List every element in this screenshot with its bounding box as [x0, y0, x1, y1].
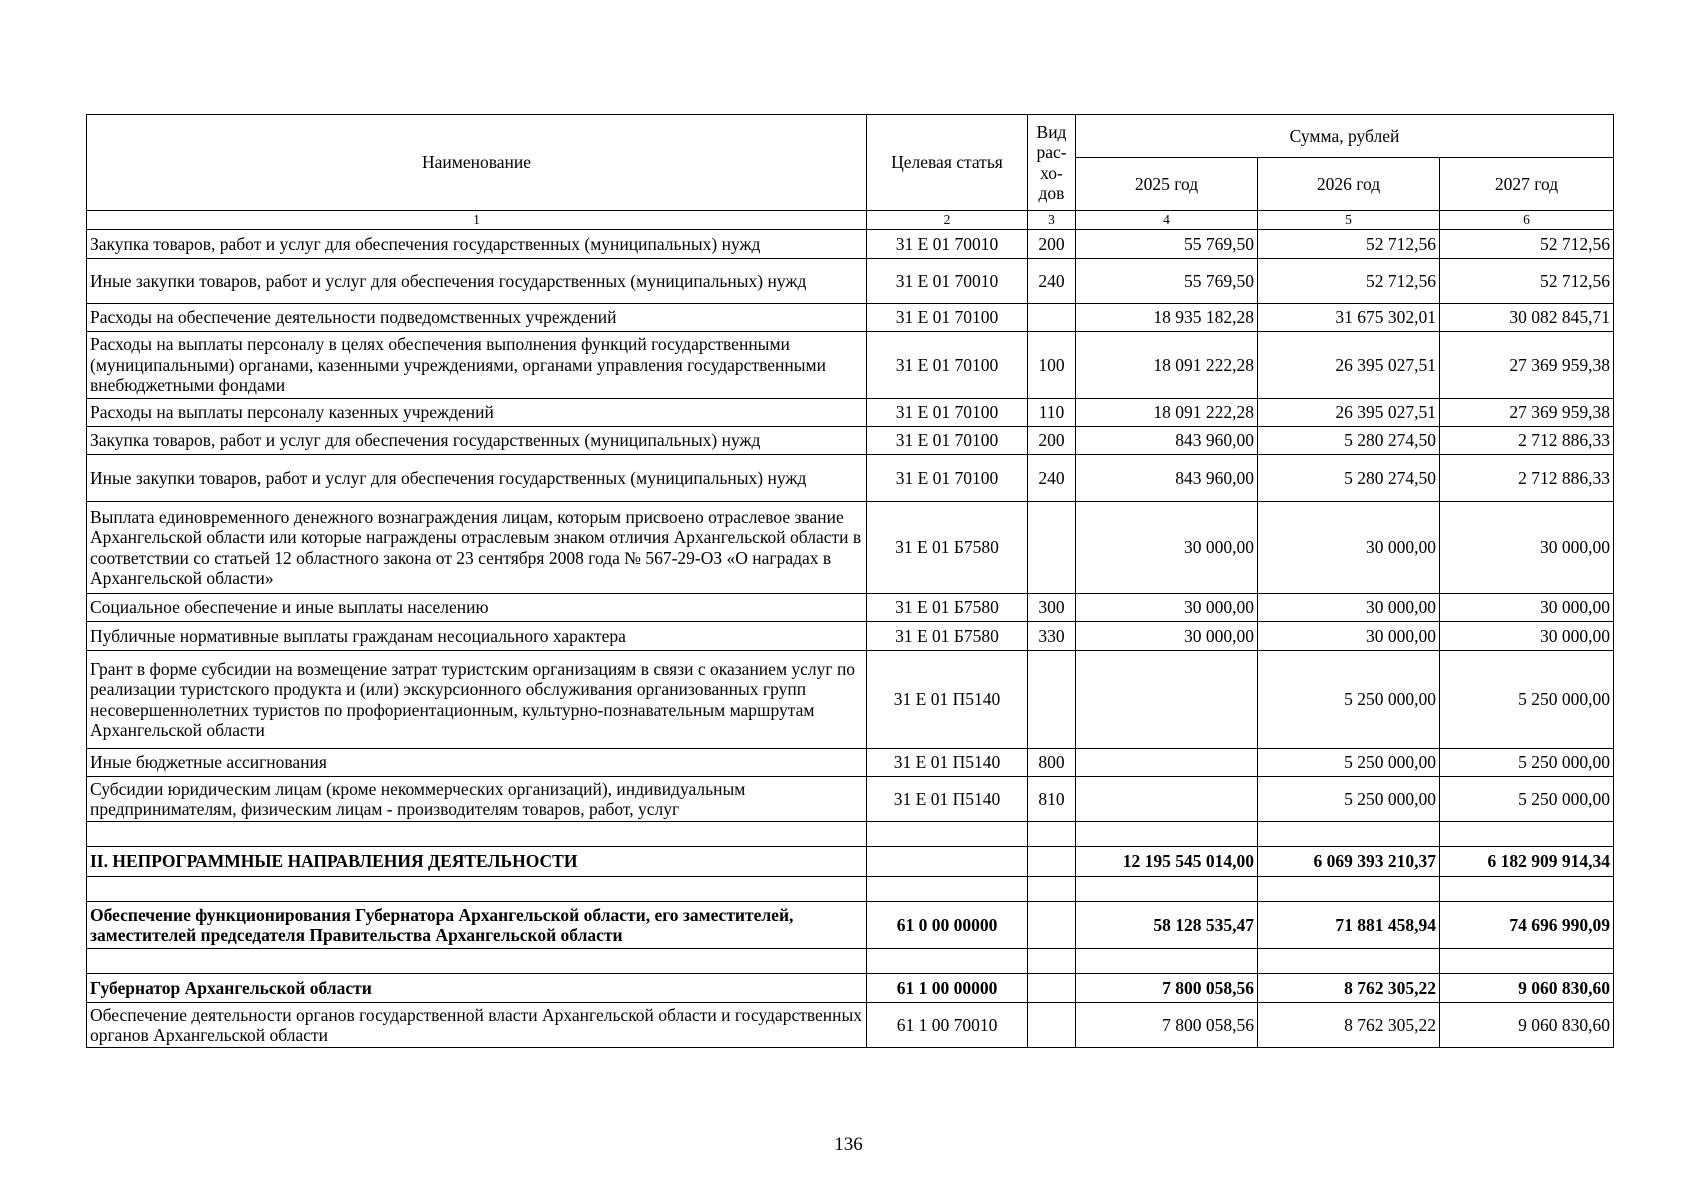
row-amount-2027: 30 000,00 — [1440, 502, 1614, 594]
row-amount-2026: 71 881 458,94 — [1258, 902, 1440, 949]
row-expense-type: 240 — [1028, 455, 1076, 502]
row-amount-2025 — [1076, 651, 1258, 749]
row-expense-type — [1028, 847, 1076, 877]
row-expense-type: 240 — [1028, 259, 1076, 304]
row-target-article: 61 1 00 70010 — [867, 1003, 1028, 1048]
table-row — [87, 594, 1614, 622]
header-year-2026: 2026 год — [1258, 158, 1440, 211]
row-amount-2026: 5 250 000,00 — [1258, 651, 1440, 749]
row-expense-type — [1028, 304, 1076, 332]
row-amount-2025: 12 195 545 014,00 — [1076, 847, 1258, 877]
row-amount-2027: 74 696 990,09 — [1440, 902, 1614, 949]
row-target-article: 31 Е 01 70010 — [867, 259, 1028, 304]
table-row — [87, 332, 1614, 399]
table-row — [87, 749, 1614, 777]
row-amount-2026: 30 000,00 — [1258, 594, 1440, 622]
row-amount-2026: 5 280 274,50 — [1258, 455, 1440, 502]
row-name: Публичные нормативные выплаты гражданам несоциального характера — [87, 622, 867, 651]
row-amount-2026: 5 250 000,00 — [1258, 749, 1440, 777]
row-name: Расходы на обеспечение деятельности подведомственных учреждений — [87, 304, 867, 332]
row-target-article: 31 Е 01 70100 — [867, 427, 1028, 455]
row-amount-2025 — [1076, 777, 1258, 822]
row-amount-2025: 55 769,50 — [1076, 230, 1258, 259]
row-target-article: 31 Е 01 П5140 — [867, 777, 1028, 822]
row-amount-2027: 5 250 000,00 — [1440, 749, 1614, 777]
row-amount-2026: 30 000,00 — [1258, 622, 1440, 651]
row-amount-2027: 52 712,56 — [1440, 259, 1614, 304]
table-row — [87, 427, 1614, 455]
row-expense-type: 200 — [1028, 427, 1076, 455]
table-row — [87, 259, 1614, 304]
row-name: Расходы на выплаты персоналу казенных учреждений — [87, 399, 867, 427]
row-expense-type — [1028, 902, 1076, 949]
row-target-article: 31 Е 01 70100 — [867, 304, 1028, 332]
row-name: Социальное обеспечение и иные выплаты населению — [87, 594, 867, 622]
row-amount-2027: 6 182 909 914,34 — [1440, 847, 1614, 877]
row-target-article — [867, 847, 1028, 877]
row-amount-2026: 52 712,56 — [1258, 230, 1440, 259]
row-amount-2027: 27 369 959,38 — [1440, 332, 1614, 399]
row-expense-type: 300 — [1028, 594, 1076, 622]
column-number: 5 — [1258, 211, 1440, 230]
column-number: 2 — [867, 211, 1028, 230]
table-row — [87, 1003, 1614, 1048]
row-amount-2026: 26 395 027,51 — [1258, 332, 1440, 399]
row-expense-type: 330 — [1028, 622, 1076, 651]
row-target-article: 31 Е 01 70100 — [867, 455, 1028, 502]
table-row — [87, 651, 1614, 749]
header-sum: Сумма, рублей — [1076, 115, 1614, 158]
column-number: 3 — [1028, 211, 1076, 230]
row-amount-2026: 8 762 305,22 — [1258, 1003, 1440, 1048]
row-expense-type: 800 — [1028, 749, 1076, 777]
row-target-article: 61 1 00 00000 — [867, 974, 1028, 1003]
empty-row — [87, 949, 1614, 974]
row-amount-2026: 30 000,00 — [1258, 502, 1440, 594]
row-target-article: 31 Е 01 П5140 — [867, 749, 1028, 777]
row-amount-2025: 30 000,00 — [1076, 594, 1258, 622]
row-amount-2026: 6 069 393 210,37 — [1258, 847, 1440, 877]
row-expense-type — [1028, 651, 1076, 749]
row-target-article: 31 Е 01 П5140 — [867, 651, 1028, 749]
header-year-2027: 2027 год — [1440, 158, 1614, 211]
row-name: Закупка товаров, работ и услуг для обеспечения государственных (муниципальных) нужд — [87, 427, 867, 455]
header-expense-type: Вид рас-хо-дов — [1028, 115, 1076, 211]
row-amount-2026: 26 395 027,51 — [1258, 399, 1440, 427]
row-name: II. НЕПРОГРАММНЫЕ НАПРАВЛЕНИЯ ДЕЯТЕЛЬНОСТИ — [87, 847, 867, 877]
row-amount-2025: 30 000,00 — [1076, 622, 1258, 651]
budget-table — [86, 114, 1614, 1048]
row-amount-2026: 52 712,56 — [1258, 259, 1440, 304]
table-row — [87, 622, 1614, 651]
row-name: Обеспечение функционирования Губернатора Архангельской области, его заместителей, заместителей председателя Правительства Архангельской области — [87, 902, 867, 949]
row-expense-type: 200 — [1028, 230, 1076, 259]
row-target-article: 31 Е 01 Б7580 — [867, 622, 1028, 651]
column-number: 6 — [1440, 211, 1614, 230]
row-amount-2027: 2 712 886,33 — [1440, 455, 1614, 502]
row-target-article: 31 Е 01 70100 — [867, 399, 1028, 427]
table-row — [87, 455, 1614, 502]
row-amount-2025: 58 128 535,47 — [1076, 902, 1258, 949]
table-row — [87, 777, 1614, 822]
row-target-article: 31 Е 01 70010 — [867, 230, 1028, 259]
section-row — [87, 974, 1614, 1003]
table-row — [87, 230, 1614, 259]
empty-row — [87, 877, 1614, 902]
row-name: Обеспечение деятельности органов государственной власти Архангельской области и государственных органов Архангельской области — [87, 1003, 867, 1048]
row-name: Субсидии юридическим лицам (кроме некоммерческих организаций), индивидуальным предпринимателям, физическим лицам - производителям товаров, работ, услуг — [87, 777, 867, 822]
row-amount-2026: 8 762 305,22 — [1258, 974, 1440, 1003]
table-row — [87, 502, 1614, 594]
row-target-article: 31 Е 01 70100 — [867, 332, 1028, 399]
row-amount-2027: 30 082 845,71 — [1440, 304, 1614, 332]
row-name: Выплата единовременного денежного вознаграждения лицам, которым присвоено отраслевое звание Архангельской области или которые награждены отраслевым знаком отличия Архангельской области в соответствии со статьей 12 областного закона от 23 сентября 2008 года № 567-29-ОЗ «О наградах в Архангельской области» — [87, 502, 867, 594]
row-expense-type: 810 — [1028, 777, 1076, 822]
row-name: Иные закупки товаров, работ и услуг для обеспечения государственных (муниципальных) нужд — [87, 455, 867, 502]
row-amount-2025 — [1076, 749, 1258, 777]
section-row — [87, 847, 1614, 877]
row-amount-2027: 2 712 886,33 — [1440, 427, 1614, 455]
row-amount-2025: 7 800 058,56 — [1076, 974, 1258, 1003]
row-name: Губернатор Архангельской области — [87, 974, 867, 1003]
row-amount-2026: 5 250 000,00 — [1258, 777, 1440, 822]
budget-table-container — [86, 114, 1613, 1048]
row-amount-2027: 5 250 000,00 — [1440, 777, 1614, 822]
row-name: Иные бюджетные ассигнования — [87, 749, 867, 777]
row-amount-2025: 18 935 182,28 — [1076, 304, 1258, 332]
row-expense-type — [1028, 974, 1076, 1003]
row-expense-type — [1028, 502, 1076, 594]
row-amount-2025: 843 960,00 — [1076, 427, 1258, 455]
empty-row — [87, 822, 1614, 847]
row-amount-2027: 52 712,56 — [1440, 230, 1614, 259]
row-name: Грант в форме субсидии на возмещение затрат туристским организациям в связи с оказанием услуг по реализации туристского продукта и (или) экскурсионного обслуживания организованных групп несовершеннолетних туристов по профориентационным, культурно-познавательным маршрутам Архангельской области — [87, 651, 867, 749]
row-amount-2027: 30 000,00 — [1440, 622, 1614, 651]
row-name: Иные закупки товаров, работ и услуг для обеспечения государственных (муниципальных) нужд — [87, 259, 867, 304]
row-name: Закупка товаров, работ и услуг для обеспечения государственных (муниципальных) нужд — [87, 230, 867, 259]
row-amount-2025: 30 000,00 — [1076, 502, 1258, 594]
header-name: Наименование — [87, 115, 867, 211]
row-expense-type: 110 — [1028, 399, 1076, 427]
row-amount-2025: 18 091 222,28 — [1076, 332, 1258, 399]
row-amount-2027: 9 060 830,60 — [1440, 974, 1614, 1003]
column-number: 4 — [1076, 211, 1258, 230]
row-amount-2027: 5 250 000,00 — [1440, 651, 1614, 749]
row-amount-2027: 30 000,00 — [1440, 594, 1614, 622]
row-amount-2027: 9 060 830,60 — [1440, 1003, 1614, 1048]
row-target-article: 31 Е 01 Б7580 — [867, 502, 1028, 594]
row-expense-type: 100 — [1028, 332, 1076, 399]
row-amount-2027: 27 369 959,38 — [1440, 399, 1614, 427]
header-target-article: Целевая статья — [867, 115, 1028, 211]
row-amount-2025: 7 800 058,56 — [1076, 1003, 1258, 1048]
table-row — [87, 304, 1614, 332]
row-amount-2025: 55 769,50 — [1076, 259, 1258, 304]
column-number: 1 — [87, 211, 867, 230]
section-row — [87, 902, 1614, 949]
row-amount-2025: 843 960,00 — [1076, 455, 1258, 502]
row-amount-2025: 18 091 222,28 — [1076, 399, 1258, 427]
header-year-2025: 2025 год — [1076, 158, 1258, 211]
table-row — [87, 399, 1614, 427]
row-expense-type — [1028, 1003, 1076, 1048]
row-target-article: 31 Е 01 Б7580 — [867, 594, 1028, 622]
row-target-article: 61 0 00 00000 — [867, 902, 1028, 949]
page-number: 136 — [834, 1134, 863, 1155]
row-amount-2026: 5 280 274,50 — [1258, 427, 1440, 455]
row-name: Расходы на выплаты персоналу в целях обеспечения выполнения функций государственными (муниципальными) органами, казенными учреждениями, органами управления государственными внебюджетными фондами — [87, 332, 867, 399]
row-amount-2026: 31 675 302,01 — [1258, 304, 1440, 332]
